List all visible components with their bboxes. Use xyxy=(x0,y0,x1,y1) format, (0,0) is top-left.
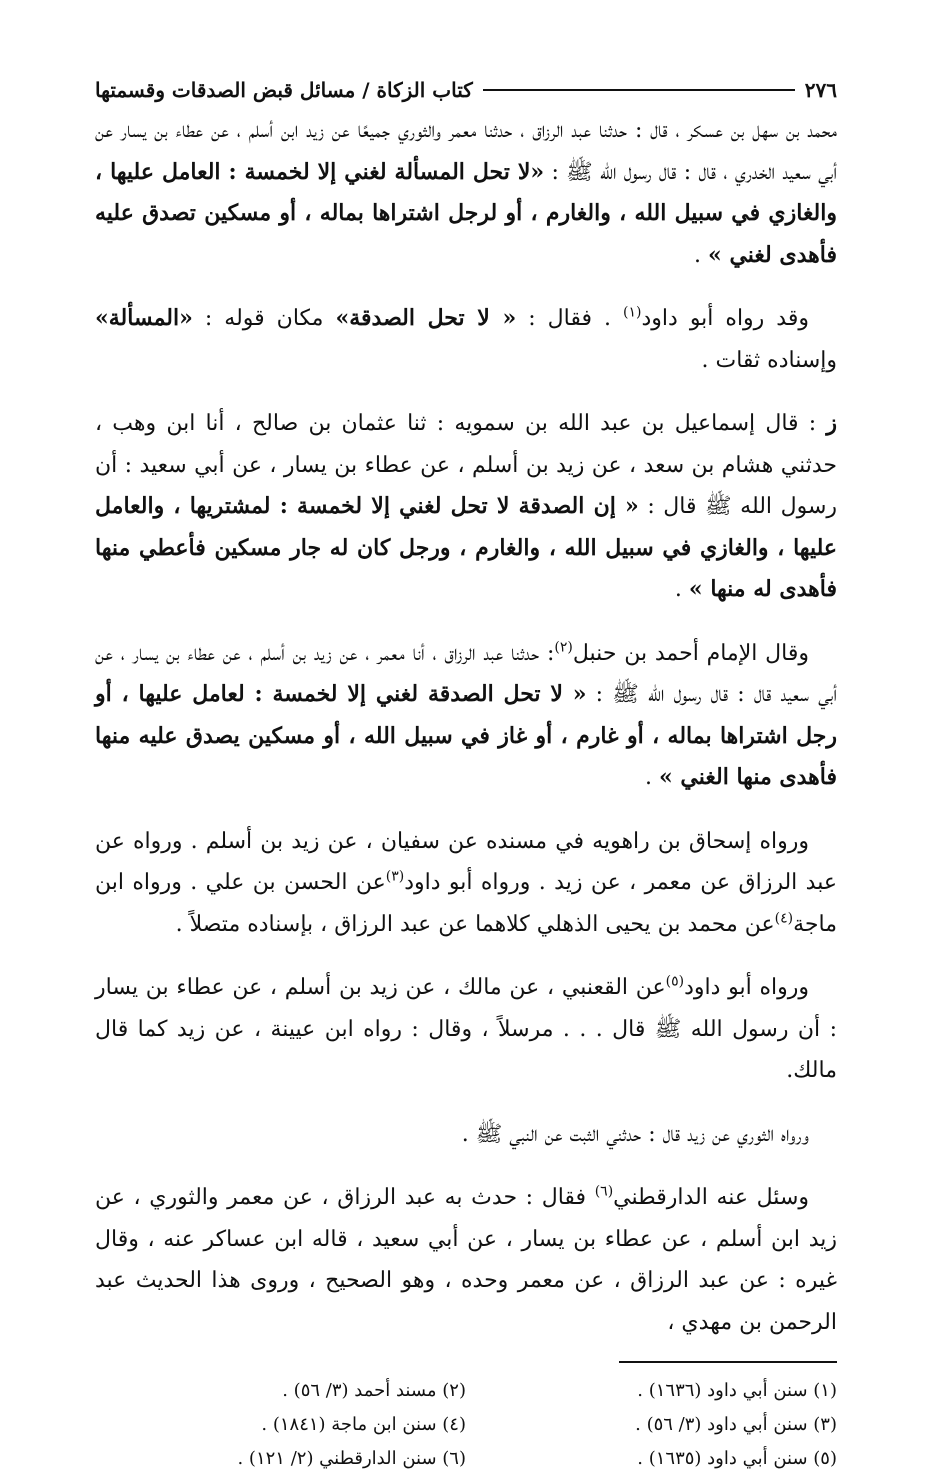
hadith-quote: «لا تحل المسألة لغني إلا لخمسة : العامل عليها ، والغازي في سبيل الله ، والغارم ، أو لرجل اشتراها بماله ، أو مسكين تصدق عليه فأهدى لغني » xyxy=(95,158,838,268)
text-run: ورواه إسحاق بن راهويه في مسنده عن سفيان ، عن زيد بن أسلم . ورواه عن عبد الرزاق عن معمر ، عن زيد . ورواه أبو داود xyxy=(95,828,837,895)
footnote-ref[interactable]: (٢) xyxy=(554,639,573,656)
footnotes xyxy=(95,1377,837,1473)
book-page xyxy=(95,72,837,1473)
text-run: عن الحسن بن علي . ورواه ابن ماجة xyxy=(95,870,837,937)
footnote-3: (٣) سنن أبي داود (٣/ ٥٦) . xyxy=(635,1414,837,1435)
text-run: وإسناده ثقات . xyxy=(701,347,837,373)
footnote-4: (٤) سنن ابن ماجة (١٨٤١) . xyxy=(261,1414,466,1435)
footnote-ref[interactable]: (٥) xyxy=(665,973,685,990)
footnote-ref[interactable]: (١) xyxy=(623,304,642,321)
footnote-ref[interactable]: (٣) xyxy=(385,868,405,885)
text-run: وقد رواه أبو داود xyxy=(641,306,809,331)
text-run: : قال إسماعيل بن عبد الله بن سمويه : ثنا عثمان بن صالح ، أنا ابن وهب ، حدثني هشام بن سعد ، عن زيد بن أسلم ، عن عطاء بن يسار ، عن أبي سعيد : أن رسول الله ﷺ قال : xyxy=(95,411,837,519)
text-run: محمد بن سهل بن عسكر ، قال : حدثنا عبد الرزاق ، حدثنا معمر والثوري جميعًا عن زيد ابن أسلم ، عن عطاء بن يسار عن أبي سعيد الخدري ، قال : قال رسول الله ﷺ : xyxy=(95,118,837,185)
paragraph-8 xyxy=(95,1177,837,1343)
footnote-5: (٥) سنن أبي داود (١٦٣٥) . xyxy=(637,1448,837,1469)
hadith-quote: « لا تحل الصدقة» xyxy=(335,305,517,331)
section-mark: ز xyxy=(826,410,837,436)
text-run: عن محمد بن يحيى الذهلي كلاهما عن عبد الرزاق ، بإسناده متصلاً . xyxy=(175,911,775,937)
footnote-ref[interactable]: (٦) xyxy=(594,1183,614,1200)
footnote-6: (٦) سنن الدارقطني (٢/ ١٢١) . xyxy=(237,1448,466,1469)
footnote-1: (١) سنن أبي داود (١٦٣٦) . xyxy=(637,1380,837,1401)
running-title: كتاب الزكاة / مسائل قبض الصدقات وقسمتها xyxy=(95,78,473,102)
text-run: ورواه الثوري عن زيد قال : حدثني الثبت عن النبي ﷺ . xyxy=(461,1121,809,1147)
text-run: عن القعنبي ، عن مالك ، عن زيد بن أسلم ، عن عطاء بن يسار : أن رسول الله ﷺ قال . . . مرسلاً ، وقال : رواه ابن عيينة ، عن زيد كما قال مالك. xyxy=(95,975,837,1083)
paragraph-1 xyxy=(95,110,837,276)
text-run: . xyxy=(694,242,709,268)
header-rule xyxy=(483,89,795,91)
paragraph-5 xyxy=(95,821,837,946)
text-run: . xyxy=(674,577,689,602)
text-run: وسئل عنه الدارقطني xyxy=(613,1185,809,1210)
paragraph-3 xyxy=(95,403,837,611)
footnote-separator xyxy=(619,1361,837,1363)
hadith-quote: « إن الصدقة لا تحل لغني إلا لخمسة : لمشتريها ، والعامل عليها ، والغازي في سبيل الله ، والغارم ، ورجل كان له جار مسكين فأعطي منها فأهدى له منها » xyxy=(95,493,837,602)
page-header xyxy=(95,72,837,108)
text-run: . xyxy=(645,765,659,790)
text-run: ورواه أبو داود xyxy=(684,975,809,1000)
text-run: وقال الإمام أحمد بن حنبل xyxy=(572,640,809,666)
hadith-quote: «المسألة» xyxy=(95,305,193,331)
text-run: : حدثنا عبد الرزاق ، أنا معمر ، عن زيد بن أسلم ، عن عطاء بن يسار ، عن أبي سعيد قال : قال رسول الله ﷺ : xyxy=(95,640,837,707)
footnote-ref[interactable]: (٤) xyxy=(774,910,794,927)
footnote-2: (٢) مسند أحمد (٣/ ٥٦) . xyxy=(282,1380,466,1401)
text-run: مكان قوله : xyxy=(192,306,336,331)
page-number: ٢٧٦ xyxy=(804,78,837,102)
paragraph-6 xyxy=(95,967,837,1092)
paragraph-2 xyxy=(95,298,837,381)
text-run: فقال : حدث به عبد الرزاق ، عن معمر والثوري ، عن زيد ابن أسلم ، عن عطاء بن يسار ، عن أبي سعيد ، قاله ابن عساكر عنه ، وقال غيره : عن عبد الرزاق ، عن معمر وحده ، وهو الصحيح ، وروى هذا الحديث عبد الرحمن بن مهدي ، xyxy=(95,1185,837,1335)
hadith-quote: « لا تحل الصدقة لغني إلا لخمسة : لعامل عليها ، أو رجل اشتراها بماله ، أو غارم ، أو غاز في سبيل الله ، أو مسكين يصدق عليه منها فأهدى منها الغني » xyxy=(95,681,837,790)
text-run: . فقال : xyxy=(516,306,624,331)
paragraph-7 xyxy=(95,1114,837,1156)
paragraph-4 xyxy=(95,633,837,799)
